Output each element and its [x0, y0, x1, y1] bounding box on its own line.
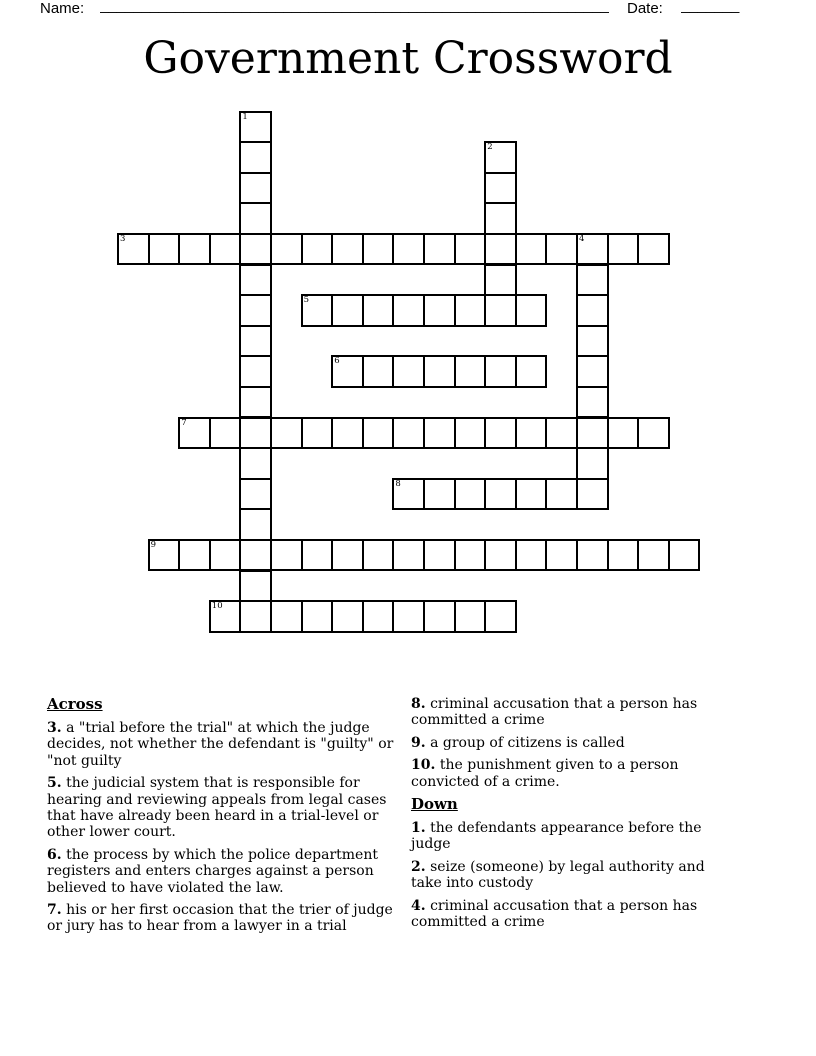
clue-text: the judicial system that is responsible for hearing and reviewing appeals from legal cases that have already been heard in a trial-level or other lower court. — [47, 775, 387, 841]
grid-cell — [239, 111, 272, 144]
grid-cell — [545, 478, 578, 511]
grid-cell — [576, 478, 609, 511]
grid-cell — [423, 233, 456, 266]
grid-cell — [637, 417, 670, 450]
grid-cell — [331, 355, 364, 388]
grid-cell — [239, 478, 272, 511]
clue-text: the process by which the police department registers and enters charges against a person believed to have violated the law. — [47, 846, 378, 896]
grid-cell — [392, 294, 425, 327]
grid-cell — [301, 294, 334, 327]
date-blank-line: _______ — [681, 0, 740, 14]
clue-down-2 — [411, 859, 719, 892]
grid-cell — [362, 355, 395, 388]
grid-cell — [576, 294, 609, 327]
clue-text: the defendants appearance before the judge — [411, 820, 702, 853]
grid-cell — [239, 325, 272, 358]
grid-cell — [331, 417, 364, 450]
grid-cell — [576, 417, 609, 450]
grid-cell — [484, 417, 517, 450]
grid-cell — [515, 233, 548, 266]
grid-cell — [239, 141, 272, 174]
clue-number: 6. — [47, 846, 62, 863]
grid-cell — [515, 478, 548, 511]
grid-cell — [576, 325, 609, 358]
grid-cell — [239, 570, 272, 603]
cell-number: 2 — [487, 142, 493, 153]
clue-number: 10. — [411, 757, 436, 774]
grid-cell — [484, 172, 517, 205]
grid-cell — [607, 417, 640, 450]
clue-down-4 — [411, 898, 719, 931]
clue-number: 1. — [411, 820, 426, 837]
grid-cell — [331, 233, 364, 266]
grid-cell — [301, 539, 334, 572]
grid-cell — [392, 417, 425, 450]
grid-cell — [484, 233, 517, 266]
cell-number: 5 — [303, 295, 310, 306]
grid-cell — [148, 233, 181, 266]
grid-cell — [239, 386, 272, 419]
grid-cell — [637, 233, 670, 266]
clue-text: seize (someone) by legal authority and take into custody — [411, 858, 705, 892]
grid-cell — [362, 233, 395, 266]
date-label: Date: — [627, 0, 663, 17]
grid-cell — [239, 417, 272, 450]
clue-text: his or her first occasion that the trier of judge or jury has to hear from a lawyer in a trial — [47, 902, 393, 935]
clues-column-right — [411, 696, 719, 936]
grid-cell — [423, 600, 456, 633]
grid-cell — [178, 417, 211, 450]
grid-cell — [423, 478, 456, 511]
grid-cell — [484, 600, 517, 633]
grid-cell — [576, 355, 609, 388]
clue-across-3 — [47, 720, 405, 769]
grid-cell — [545, 233, 578, 266]
clue-across-8 — [411, 696, 719, 729]
grid-cell — [270, 417, 303, 450]
grid-cell — [576, 447, 609, 480]
cell-number: 1 — [242, 111, 248, 122]
grid-cell — [362, 600, 395, 633]
clue-across-7 — [47, 902, 405, 935]
clue-number: 7. — [47, 902, 62, 919]
grid-cell — [454, 233, 487, 266]
grid-cell — [454, 355, 487, 388]
grid-cell — [423, 539, 456, 572]
grid-cell — [239, 172, 272, 205]
grid-cell — [239, 508, 272, 541]
grid-cell — [301, 233, 334, 266]
grid-cell — [209, 417, 242, 450]
grid-cell — [392, 600, 425, 633]
clue-number: 8. — [411, 696, 426, 712]
grid-cell — [454, 600, 487, 633]
grid-cell — [545, 417, 578, 450]
clues-column-left — [47, 696, 405, 941]
grid-cell — [148, 539, 181, 572]
grid-cell — [484, 355, 517, 388]
grid-cell — [362, 294, 395, 327]
grid-cell — [392, 539, 425, 572]
grid-cell — [239, 539, 272, 572]
clue-number: 5. — [47, 775, 62, 792]
grid-cell — [362, 417, 395, 450]
name-blank-line: _____________________________________________________________ — [100, 0, 609, 14]
name-label: Name: — [40, 0, 85, 17]
grid-cell — [209, 600, 242, 633]
grid-cell — [239, 202, 272, 235]
grid-cell — [270, 233, 303, 266]
clue-number: 4. — [411, 897, 426, 914]
clue-text: criminal accusation that a person has committed a crime — [411, 897, 698, 931]
grid-cell — [607, 539, 640, 572]
clue-text: the punishment given to a person convicted of a crime. — [411, 757, 679, 790]
grid-cell — [270, 539, 303, 572]
cell-number: 10 — [211, 601, 223, 612]
clue-number: 2. — [411, 858, 426, 875]
cell-number: 9 — [150, 539, 157, 550]
clue-number: 3. — [47, 720, 62, 736]
across-heading: Across — [47, 695, 103, 713]
grid-cell — [454, 539, 487, 572]
cell-number: 8 — [395, 478, 401, 489]
grid-cell — [423, 294, 456, 327]
clue-down-1 — [411, 820, 719, 853]
grid-cell — [454, 294, 487, 327]
grid-cell — [362, 539, 395, 572]
grid-cell — [515, 539, 548, 572]
grid-cell — [576, 386, 609, 419]
grid-cell — [484, 539, 517, 572]
clue-number: 9. — [411, 734, 426, 751]
clue-text: criminal accusation that a person has committed a crime — [411, 696, 698, 729]
grid-cell — [392, 233, 425, 266]
grid-cell — [423, 355, 456, 388]
grid-cell — [392, 355, 425, 388]
grid-cell — [545, 539, 578, 572]
grid-cell — [239, 600, 272, 633]
grid-cell — [484, 264, 517, 297]
grid-cell — [239, 233, 272, 266]
cell-number: 3 — [120, 233, 126, 244]
grid-cell — [301, 600, 334, 633]
grid-cell — [331, 600, 364, 633]
grid-cell — [392, 478, 425, 511]
cell-number: 7 — [181, 417, 187, 428]
grid-cell — [239, 355, 272, 388]
grid-cell — [484, 202, 517, 235]
grid-cell — [239, 447, 272, 480]
grid-cell — [454, 417, 487, 450]
cell-number: 6 — [334, 356, 340, 367]
grid-cell — [515, 417, 548, 450]
grid-cell — [239, 264, 272, 297]
grid-cell — [178, 233, 211, 266]
grid-cell — [454, 478, 487, 511]
clue-across-9 — [411, 735, 719, 751]
grid-cell — [423, 417, 456, 450]
grid-cell — [239, 294, 272, 327]
grid-cell — [515, 355, 548, 388]
grid-cell — [301, 417, 334, 450]
grid-cell — [209, 539, 242, 572]
grid-cell — [576, 264, 609, 297]
clue-text: a group of citizens is called — [430, 734, 625, 751]
grid-cell — [117, 233, 150, 266]
grid-cell — [331, 539, 364, 572]
grid-cell — [484, 478, 517, 511]
clue-across-10 — [411, 757, 719, 790]
grid-cell — [576, 539, 609, 572]
grid-cell — [637, 539, 670, 572]
grid-cell — [607, 233, 640, 266]
clue-across-6 — [47, 847, 405, 896]
grid-cell — [331, 294, 364, 327]
grid-cell — [209, 233, 242, 266]
down-heading: Down — [411, 795, 458, 814]
clue-across-5 — [47, 775, 405, 841]
grid-cell — [270, 600, 303, 633]
grid-cell — [484, 141, 517, 174]
cell-number: 4 — [579, 233, 585, 244]
clue-text: a "trial before the trial" at which the judge decides, not whether the defendant is "guilty" or "not guilty — [47, 720, 394, 769]
grid-cell — [484, 294, 517, 327]
grid-cell — [515, 294, 548, 327]
grid-cell — [576, 233, 609, 266]
page-title: Government Crossword — [143, 33, 673, 84]
grid-cell — [178, 539, 211, 572]
grid-cell — [668, 539, 701, 572]
